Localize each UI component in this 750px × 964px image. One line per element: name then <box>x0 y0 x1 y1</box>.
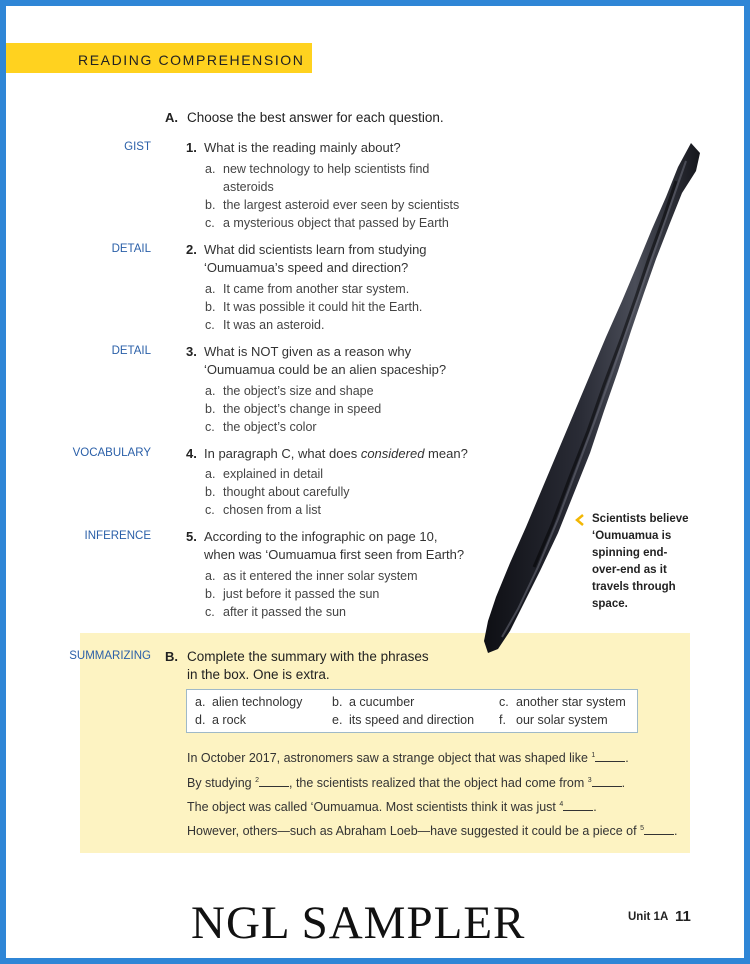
summary-line: The object was called ‘Oumuamua. Most scientists think it was just $^4$ . <box>187 800 597 814</box>
section-a-instruction: Choose the best answer for each question. <box>187 110 444 125</box>
phrase-option: b. a cucumber <box>332 695 415 709</box>
answer-blank[interactable] <box>644 825 674 835</box>
question-number: 3. <box>186 344 197 359</box>
section-a-letter: A. <box>165 110 178 125</box>
answer-option: b. just before it passed the sun <box>205 587 380 601</box>
answer-option: c. the object’s color <box>205 420 317 434</box>
question-label-gist: GIST <box>124 141 151 153</box>
answer-option: c. after it passed the sun <box>205 605 346 619</box>
section-header-bar <box>6 43 312 73</box>
section-label-summarizing: SUMMARIZING <box>69 650 151 662</box>
question-label-vocabulary: VOCABULARY <box>72 447 151 459</box>
answer-option: b. the largest asteroid ever seen by scientists <box>205 198 460 212</box>
question-text: What is NOT given as a reason why ‘Oumuamua could be an alien spaceship? <box>204 344 447 377</box>
answer-option: a. new technology to help scientists find <box>205 162 430 176</box>
answer-option: c. chosen from a list <box>205 503 321 517</box>
section-header-title: READING COMPREHENSION <box>78 52 305 68</box>
question-text: In paragraph C, what does considered mean? <box>204 446 468 461</box>
answer-option: b. the object’s change in speed <box>205 402 382 416</box>
summary-line: By studying $^2$ , the scientists realized that the object had come from $^3$ . <box>187 776 626 790</box>
question-label-inference: INFERENCE <box>84 530 151 542</box>
answer-option-continued: asteroids <box>223 180 274 194</box>
summary-line: In October 2017, astronomers saw a strange object that was shaped like $^1$ . <box>187 751 629 765</box>
caption-pointer-icon <box>575 514 585 526</box>
question-number: 4. <box>186 446 197 461</box>
question-text: What is the reading mainly about? <box>204 140 401 155</box>
phrase-option: f. our solar system <box>499 713 608 727</box>
question-number: 5. <box>186 529 197 544</box>
answer-blank[interactable] <box>563 801 593 811</box>
sampler-title: NGL SAMPLER <box>191 897 526 949</box>
phrase-option: c. another star system <box>499 695 626 709</box>
question-label-detail: DETAIL <box>111 243 151 255</box>
image-caption: Scientists believe ‘Oumuamua is spinning end- over-end as it travels through space. <box>592 513 689 610</box>
summary-line: However, others—such as Abraham Loeb—have suggested it could be a piece of $^5$ . <box>187 824 678 838</box>
phrase-option: d. a rock <box>195 713 247 727</box>
answer-option: c. It was an asteroid. <box>205 318 325 332</box>
question-text: What did scientists learn from studying ‘Oumuamua’s speed and direction? <box>204 242 427 275</box>
answer-blank[interactable] <box>259 777 289 787</box>
phrase-option: e. its speed and direction <box>332 713 475 727</box>
phrase-box <box>186 689 638 733</box>
answer-option: b. It was possible it could hit the Earth. <box>205 300 423 314</box>
answer-option: a. as it entered the inner solar system <box>205 569 418 583</box>
answer-blank[interactable] <box>592 777 622 787</box>
question-text: According to the infographic on page 10, when was ‘Oumuamua first seen from Earth? <box>204 529 465 562</box>
answer-blank[interactable] <box>595 752 625 762</box>
answer-option: a. explained in detail <box>205 467 324 481</box>
section-b-instruction: Complete the summary with the phrases in the box. One is extra. <box>187 649 429 682</box>
page-number: 11 <box>675 908 691 925</box>
question-number: 2. <box>186 242 197 257</box>
question-label-detail: DETAIL <box>111 345 151 357</box>
textbook-page <box>6 6 744 958</box>
answer-option: b. thought about carefully <box>205 485 350 499</box>
answer-option: c. a mysterious object that passed by Earth <box>205 216 449 230</box>
question-number: 1. <box>186 140 197 155</box>
answer-option: a. It came from another star system. <box>205 282 410 296</box>
section-b-letter: B. <box>165 649 178 664</box>
unit-label: Unit 1A <box>628 911 669 923</box>
phrase-option: a. alien technology <box>195 695 303 709</box>
answer-option: a. the object’s size and shape <box>205 384 374 398</box>
